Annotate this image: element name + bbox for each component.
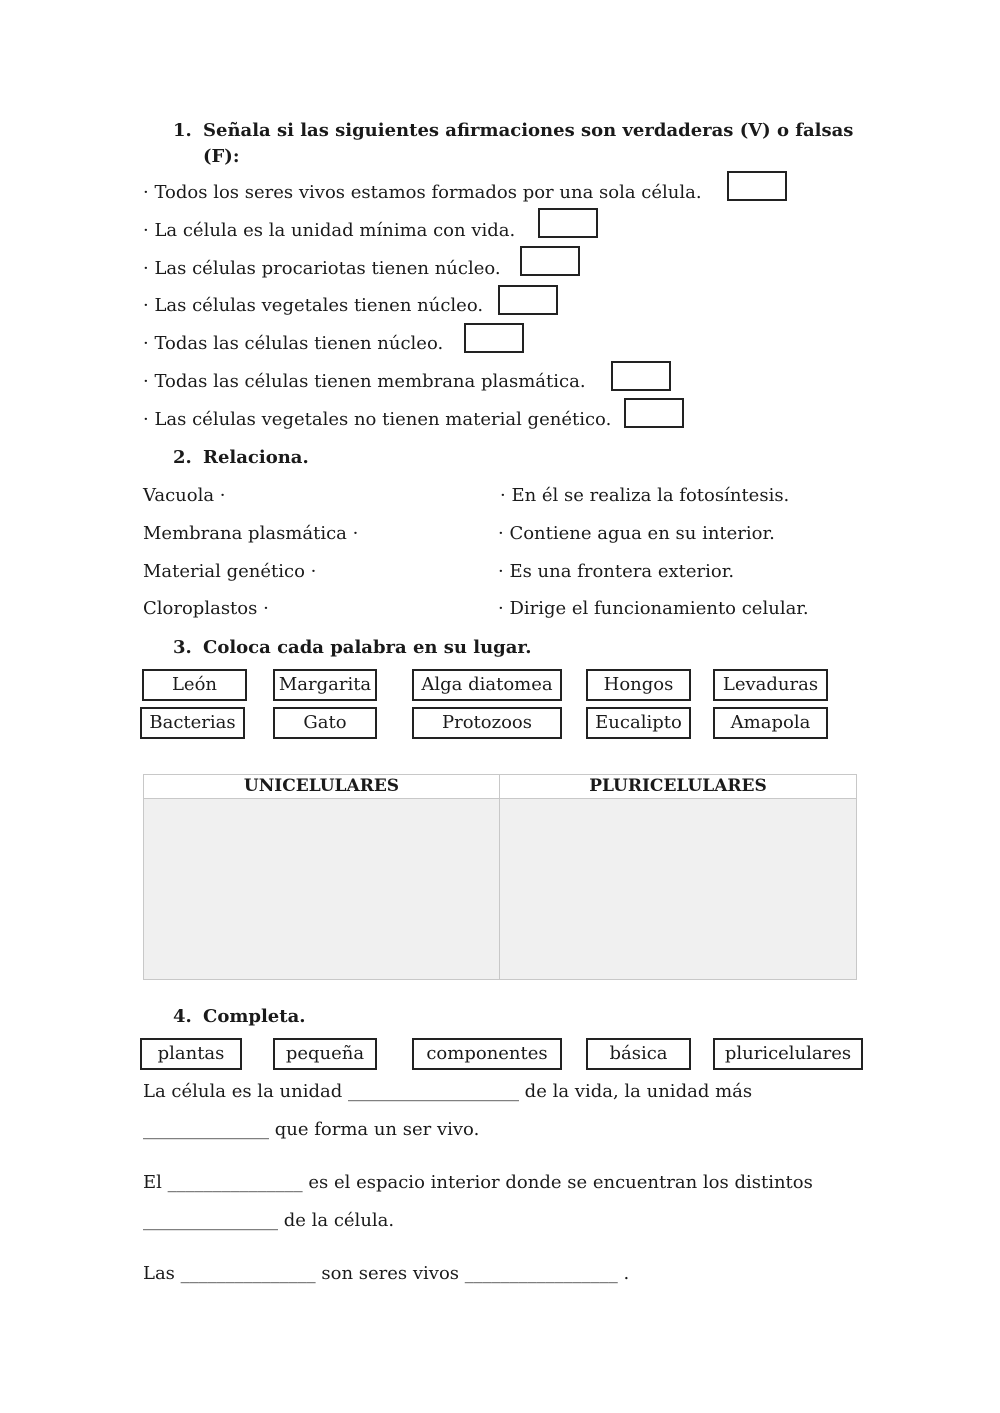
q3-number: 3. — [173, 637, 192, 658]
q1-answer-box[interactable] — [498, 285, 558, 315]
q2-right-item[interactable]: · En él se realiza la fotosíntesis. — [500, 485, 790, 506]
q2-right-item[interactable]: · Es una frontera exterior. — [498, 561, 735, 582]
word-chip[interactable]: componentes — [412, 1038, 562, 1070]
q1-number: 1. — [173, 120, 192, 141]
q1-title — [173, 118, 863, 170]
q1-statement: · Todos los seres vivos estamos formados por una sola célula. — [143, 182, 702, 203]
q2-right-item[interactable]: · Dirige el funcionamiento celular. — [498, 598, 809, 619]
fill-in-line: Las _______________ son seres vivos _________________ . — [143, 1263, 630, 1284]
q1-answer-box[interactable] — [727, 171, 787, 201]
word-chip[interactable]: Hongos — [586, 669, 691, 701]
classification-table — [143, 774, 857, 980]
q1-answer-box[interactable] — [464, 323, 524, 353]
word-chip[interactable]: pequeña — [273, 1038, 377, 1070]
word-chip[interactable]: Margarita — [273, 669, 377, 701]
q1-answer-box[interactable] — [520, 246, 580, 276]
q2-title — [173, 445, 309, 471]
q2-left-item[interactable]: Vacuola · — [143, 485, 226, 506]
word-chip[interactable]: pluricelulares — [713, 1038, 863, 1070]
word-chip[interactable]: Alga diatomea — [412, 669, 562, 701]
word-chip[interactable]: Bacterias — [140, 707, 245, 739]
q3-title-text: Coloca cada palabra en su lugar. — [203, 637, 532, 658]
fill-in-line: _______________ de la célula. — [143, 1210, 395, 1231]
q2-left-item[interactable]: Cloroplastos · — [143, 598, 269, 619]
q1-statement: · Las células vegetales no tienen material genético. — [143, 409, 612, 430]
q2-title-text: Relaciona. — [203, 447, 309, 468]
fill-in-line: La célula es la unidad ___________________ de la vida, la unidad más — [143, 1081, 753, 1102]
word-chip[interactable]: plantas — [140, 1038, 242, 1070]
word-chip[interactable]: Gato — [273, 707, 377, 739]
word-chip[interactable]: Eucalipto — [586, 707, 691, 739]
q1-title-text: Señala si las siguientes afirmaciones son verdaderas (V) o falsas (F): — [203, 120, 854, 167]
q2-number: 2. — [173, 447, 192, 468]
word-chip[interactable]: Amapola — [713, 707, 828, 739]
pluricelulares-drop-zone[interactable] — [500, 799, 856, 979]
q2-right-item[interactable]: · Contiene agua en su interior. — [498, 523, 775, 544]
unicelulares-header: UNICELULARES — [144, 775, 499, 799]
word-chip[interactable]: Protozoos — [412, 707, 562, 739]
q1-statement: · Las células procariotas tienen núcleo. — [143, 258, 501, 279]
q3-title — [173, 635, 532, 661]
pluricelulares-header: PLURICELULARES — [500, 775, 856, 799]
q1-statement: · La célula es la unidad mínima con vida. — [143, 220, 516, 241]
word-chip[interactable]: básica — [586, 1038, 691, 1070]
fill-in-line: ______________ que forma un ser vivo. — [143, 1119, 480, 1140]
q4-title-text: Completa. — [203, 1006, 306, 1027]
q1-statement: · Todas las células tienen núcleo. — [143, 333, 444, 354]
q4-title — [173, 1004, 306, 1030]
unicelulares-column — [144, 775, 500, 979]
q1-answer-box[interactable] — [611, 361, 671, 391]
q1-statement: · Todas las células tienen membrana plasmática. — [143, 371, 586, 392]
q1-statement: · Las células vegetales tienen núcleo. — [143, 295, 484, 316]
q1-answer-box[interactable] — [538, 208, 598, 238]
q4-number: 4. — [173, 1006, 192, 1027]
word-chip[interactable]: León — [142, 669, 247, 701]
word-chip[interactable]: Levaduras — [713, 669, 828, 701]
q2-left-item[interactable]: Membrana plasmática · — [143, 523, 359, 544]
q2-left-item[interactable]: Material genético · — [143, 561, 317, 582]
q1-answer-box[interactable] — [624, 398, 684, 428]
fill-in-line: El _______________ es el espacio interior donde se encuentran los distintos — [143, 1172, 813, 1193]
unicelulares-drop-zone[interactable] — [144, 799, 499, 979]
pluricelulares-column — [500, 775, 856, 979]
